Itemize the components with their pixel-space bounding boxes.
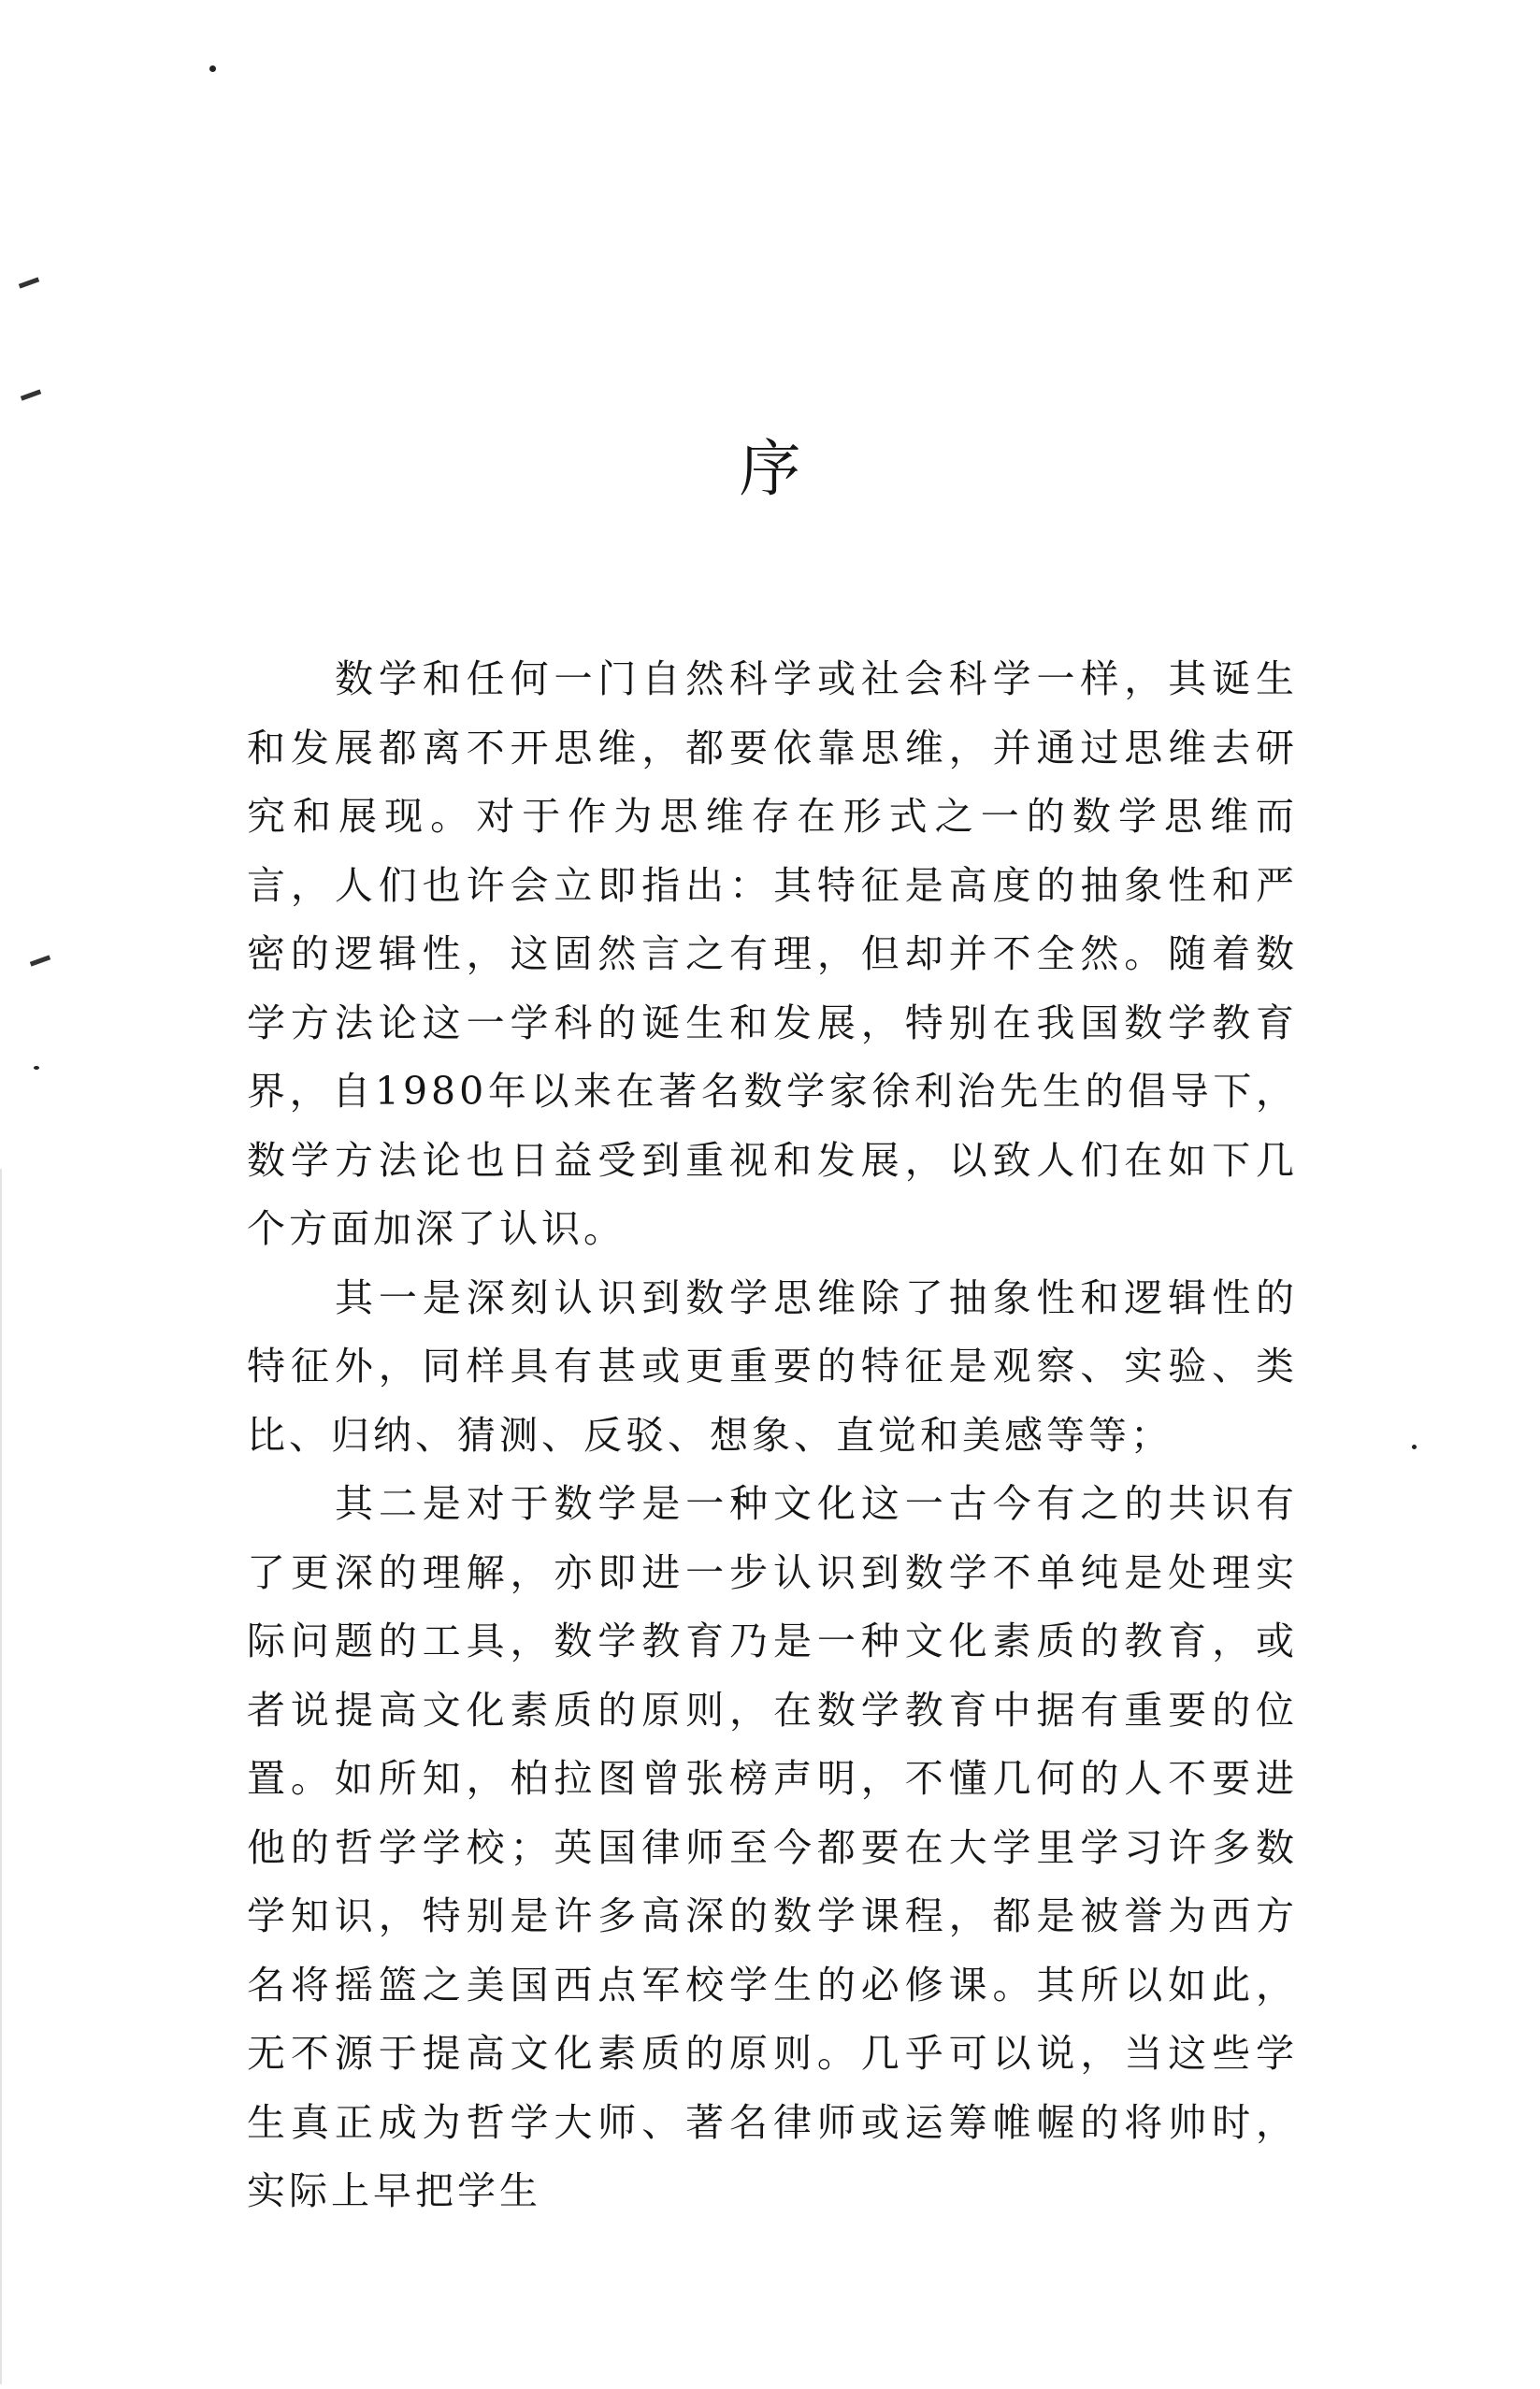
scan-speck — [1412, 1445, 1417, 1449]
paragraph-2: 其一是深刻认识到数学思维除了抽象性和逻辑性的特征外，同样具有甚或更重要的特征是观察、实验、类比、归纳、猜测、反驳、想象、直觉和美感等等； — [247, 1274, 1298, 1458]
page-title: 序 — [739, 433, 801, 506]
scan-mark — [19, 277, 39, 288]
scan-mark — [30, 955, 50, 966]
scan-speck — [34, 1066, 39, 1070]
paragraph-3: 其二是对于数学是一种文化这一古今有之的共识有了更深的理解，亦即进一步认识到数学不单纯是处理实际问题的工具，数学教育乃是一种文化素质的教育，或者说提高文化素质的原则，在数学教育中据有重要的位置。如所知，柏拉图曾张榜声明，不懂几何的人不要进他的哲学学校；英国律师至今都要在大学里学习许多数学知识，特别是许多高深的数学课程，都是被誉为西方名将摇篮之美国西点军校学生的必修课。其所以如此，无不源于提高文化素质的原则。几乎可以说，当这些学生真正成为哲学大师、著名律师或运筹帷幄的将帅时，实际上早把学生 — [247, 1481, 1298, 2213]
paragraph-1: 数学和任何一门自然科学或社会科学一样，其诞生和发展都离不开思维，都要依靠思维，并通过思维去研究和展现。对于作为思维存在形式之一的数学思维而言，人们也许会立即指出：其特征是高度的抽象性和严密的逻辑性，这固然言之有理，但却并不全然。随着数学方法论这一学科的诞生和发展，特别在我国数学教育界，自1980年以来在著名数学家徐利治先生的倡导下，数学方法论也日益受到重视和发展，以致人们在如下几个方面加深了认识。 — [247, 656, 1298, 1251]
scan-mark — [21, 389, 41, 400]
preface-body — [247, 645, 1298, 2226]
scan-edge-line — [0, 1169, 2, 2384]
scan-speck — [209, 65, 216, 72]
